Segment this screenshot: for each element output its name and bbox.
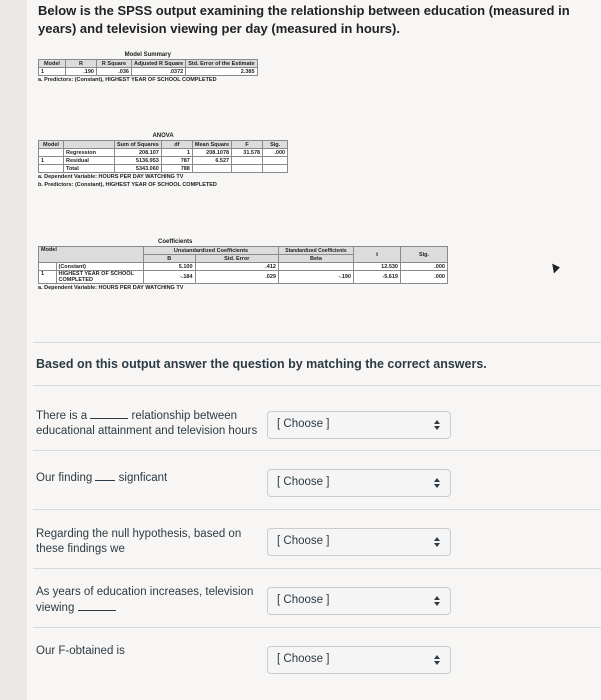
anova-cell: Residual (64, 157, 115, 165)
anova-cell (39, 149, 64, 157)
anova-header: Model (39, 141, 64, 149)
label-text: Our F-obtained is (36, 645, 125, 657)
label-text: relationship between educational attainment and television hours (36, 410, 258, 437)
coef-cell: HIGHEST YEAR OF SCHOOL COMPLETED (56, 271, 144, 284)
answer-select-1[interactable] (267, 411, 451, 439)
coef-cell: (Constant) (56, 263, 144, 271)
coefficients-table (38, 239, 448, 292)
match-item-label (36, 585, 266, 616)
answer-select-4[interactable] (267, 587, 451, 615)
model-summary-title: Model Summary (124, 52, 171, 58)
ms-cell: .190 (66, 68, 97, 76)
coef-cell (279, 263, 354, 271)
anova-cell: 208.1078 (192, 149, 231, 157)
coef-cell: .000 (401, 263, 448, 271)
match-item-label (36, 408, 266, 439)
anova-header: Mean Square (192, 141, 231, 149)
anova-cell: .000 (263, 149, 288, 157)
select-arrows-icon (434, 594, 440, 608)
anova-cell (192, 165, 231, 173)
select-arrows-icon (434, 535, 440, 549)
label-text: Regarding the null hypothesis, based on these findings we (36, 528, 242, 555)
anova-cell: 787 (161, 157, 192, 165)
coef-cell: 1 (39, 271, 57, 284)
coef-subheader: Beta (279, 255, 354, 263)
divider (33, 568, 601, 569)
anova-header: Sum of Squares (115, 141, 162, 149)
divider (33, 627, 601, 628)
anova-cell (232, 165, 263, 173)
label-text: Our finding (36, 472, 93, 484)
divider (33, 509, 601, 510)
ms-header: R (66, 60, 97, 68)
coef-subheader: B (144, 255, 196, 263)
label-text: As years of education increases, television viewing (36, 586, 254, 614)
coef-note: a. Dependent Variable: HOURS PER DAY WATCHING TV (38, 285, 184, 291)
anova-cell: 788 (161, 165, 192, 173)
select-value: [ Choose ] (277, 535, 330, 547)
coef-header: Model (39, 247, 144, 263)
anova-cell (39, 165, 64, 173)
select-arrows-icon (434, 476, 440, 490)
coef-cell: -.184 (144, 271, 196, 284)
blank-line (95, 470, 115, 481)
divider (33, 450, 601, 451)
answer-select-2[interactable] (267, 469, 451, 497)
anova-cell: 208.107 (115, 149, 162, 157)
coefficients-title: Coefficients (158, 239, 193, 245)
anova-table (38, 133, 288, 189)
divider (33, 385, 601, 386)
ms-header: Std. Error of the Estimate (186, 60, 257, 68)
select-value: [ Choose ] (277, 418, 330, 430)
coef-cell: .412 (195, 263, 278, 271)
anova-header (64, 141, 115, 149)
coef-header: t (354, 247, 401, 263)
anova-cell: Regression (64, 149, 115, 157)
label-text: signficant (118, 472, 168, 484)
instructions: Based on this output answer the question by matching the correct answers. (36, 357, 487, 371)
match-item-label (36, 470, 266, 486)
anova-header: F (232, 141, 263, 149)
label-text: There is a (36, 410, 88, 422)
select-arrows-icon (434, 653, 440, 667)
ms-cell: .0372 (132, 68, 186, 76)
coef-cell (39, 263, 57, 271)
coef-header: Unstandardized Coefficients (144, 247, 279, 255)
answer-select-3[interactable] (267, 528, 451, 556)
ms-cell: 1 (39, 68, 66, 76)
coef-cell: -5.619 (354, 271, 401, 284)
ms-header: Model (39, 60, 66, 68)
anova-cell: 5136.953 (115, 157, 162, 165)
anova-cell: Total (64, 165, 115, 173)
anova-cell (263, 157, 288, 165)
anova-cell: 6.527 (192, 157, 231, 165)
blank-line (78, 600, 116, 611)
ms-header: R Square (97, 60, 132, 68)
select-arrows-icon (434, 418, 440, 432)
anova-title: ANOVA (152, 133, 174, 139)
coef-header: Standardized Coefficients (279, 247, 354, 255)
anova-header: Sig. (263, 141, 288, 149)
ms-header: Adjusted R Square (132, 60, 186, 68)
ms-cell: .036 (97, 68, 132, 76)
anova-cell: 31.578 (232, 149, 263, 157)
ms-cell: 2.385 (186, 68, 257, 76)
coef-header: Sig. (401, 247, 448, 263)
anova-note: b. Predictors: (Constant), HIGHEST YEAR OF SCHOOL COMPLETED (38, 182, 217, 188)
anova-cell (263, 165, 288, 173)
coef-cell: .000 (401, 271, 448, 284)
question-text: Below is the SPSS output examining the relationship between education (measured in years) and television viewing per day (measured in hours). (38, 3, 570, 36)
coef-cell: 12.530 (354, 263, 401, 271)
answer-select-5[interactable] (267, 646, 451, 674)
coef-subheader: Std. Error (195, 255, 278, 263)
model-summary-table (38, 52, 258, 84)
mouse-cursor-icon (552, 262, 561, 273)
anova-cell: 1 (161, 149, 192, 157)
anova-header: df (161, 141, 192, 149)
select-value: [ Choose ] (277, 476, 330, 488)
match-item-label (36, 527, 266, 557)
divider (33, 342, 601, 343)
coef-cell: .029 (195, 271, 278, 284)
coef-cell: -.190 (279, 271, 354, 284)
blank-line (90, 408, 128, 419)
match-item-label (36, 644, 266, 659)
anova-cell (232, 157, 263, 165)
ms-note: a. Predictors: (Constant), HIGHEST YEAR OF SCHOOL COMPLETED (38, 77, 217, 83)
anova-cell: 1 (39, 157, 64, 165)
select-value: [ Choose ] (277, 594, 330, 606)
anova-cell: 5343.060 (115, 165, 162, 173)
select-value: [ Choose ] (277, 653, 330, 665)
anova-note: a. Dependent Variable: HOURS PER DAY WATCHING TV (38, 174, 184, 180)
coef-cell: 5.100 (144, 263, 196, 271)
